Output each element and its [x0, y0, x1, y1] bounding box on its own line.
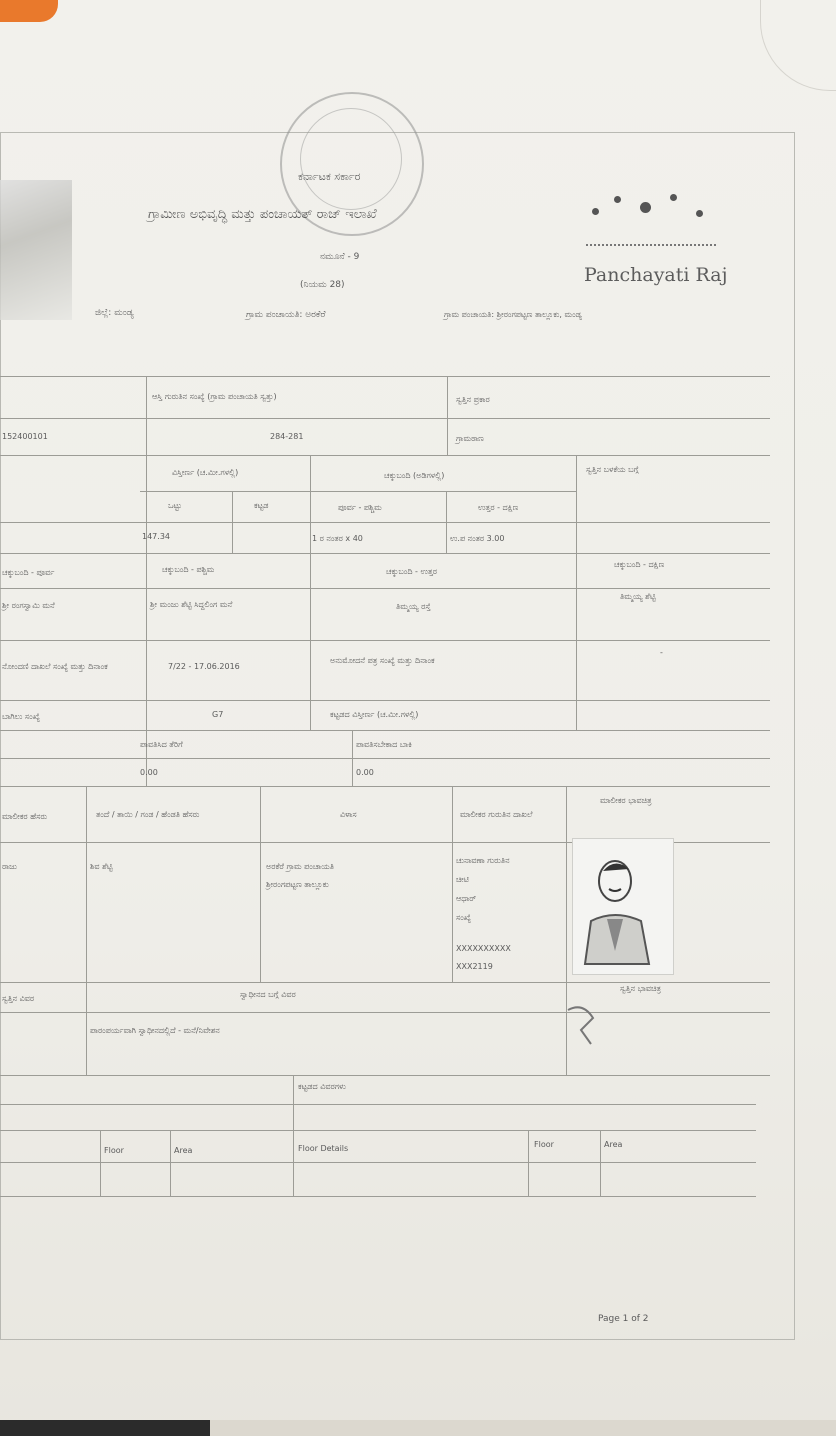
property-id-label: ಆಸ್ತಿ ಗುರುತಿನ ಸಂಖ್ಯೆ (ಗ್ರಾಮ ಪಂಚಾಯತಿ ಸ್ವತ್ತು): [152, 392, 277, 401]
owner-id-2: ಚೀಟಿ: [456, 875, 469, 884]
id-header: ಮಾಲೀಕರ ಗುರುತಿನ ದಾಖಲೆ: [460, 810, 533, 819]
owner-name-header: ಮಾಲೀಕರ ಹೆಸರು: [2, 812, 48, 821]
address-header: ವಿಳಾಸ: [340, 810, 357, 819]
floor-section-label: ಕಟ್ಟಡದ ವಿವರಗಳು: [298, 1082, 346, 1091]
sub-header-total: ಒಟ್ಟು: [168, 501, 182, 510]
property-type: ಗ್ರಾಮಠಾಣ: [456, 434, 484, 443]
due-value: 0.00: [356, 768, 374, 777]
approval-value: -: [660, 648, 663, 657]
owner-relation: ಶಿವ ಶೆಟ್ಟಿ: [90, 862, 113, 871]
panchayat: ಗ್ರಾಮ ಪಂಚಾಯತಿ: ಅರಕೆರೆ: [246, 310, 326, 320]
bound-west-value: ಶ್ರೀ ಮಂಜು ಶೆಟ್ಟಿ ಸಿದ್ದಲಿಂಗ ಮನೆ: [150, 600, 233, 609]
area-value: 147.34: [142, 532, 170, 541]
orange-tab: [0, 0, 58, 22]
area-header-right: Area: [604, 1140, 623, 1149]
page-number: Page 1 of 2: [598, 1314, 649, 1324]
door-value: G7: [212, 710, 224, 719]
owner-id-5: XXXXXXXXXX: [456, 944, 511, 953]
page-curl: [760, 0, 836, 91]
due-label: ಪಾವತಿಸಬೇಕಾದ ಬಾಕಿ: [356, 740, 412, 749]
tax-label: ಪಾವತಿಸಿದ ತೆರಿಗೆ: [140, 740, 183, 749]
owner-id-3: ಆಧಾರ್: [456, 894, 477, 903]
sub-header-ns: ಉತ್ತರ - ದಕ್ಷಿಣ: [478, 503, 519, 512]
dimension-label: ವಿಸ್ತೀರ್ಣ (ಚ.ಮೀ.ಗಳಲ್ಲಿ): [172, 468, 239, 477]
transfer-right-label: ಸ್ವತ್ತಿನ ಭಾವಚಿತ್ರ: [620, 984, 661, 993]
bound-north-value: ತಿಮ್ಮಯ್ಯ ರಸ್ತೆ: [396, 602, 431, 611]
transfer-mid-label: ಸ್ವಾಧೀನದ ಬಗ್ಗೆ ವಿವರ: [240, 990, 296, 999]
bottom-edge-light: [210, 1420, 836, 1436]
reg-label: ನೋಂದಣಿ ದಾಖಲೆ ಸಂಖ್ಯೆ ಮತ್ತು ದಿನಾಂಕ: [2, 662, 108, 671]
sub-header-building: ಕಟ್ಟಡ: [254, 501, 269, 510]
rule-ref: (ನಿಯಮ 28): [300, 280, 345, 290]
tax-value: 0.00: [140, 768, 158, 777]
logo-text: Panchayati Raj: [584, 264, 728, 286]
reg-value: 7/22 - 17.06.2016: [168, 662, 240, 671]
seal-inner: [300, 108, 402, 210]
relation-header: ತಂದೆ / ತಾಯಿ / ಗಂಡ / ಹೆಂಡತಿ ಹೆಸರು: [96, 810, 200, 819]
transfer-left-label: ಸ್ವತ್ತಿನ ವಿವರ: [2, 994, 35, 1003]
district: ಜಿಲ್ಲೆ: ಮಂಡ್ಯ: [95, 308, 134, 318]
transfer-text: ಪಾರಂಪರ್ಯವಾಗಿ ಸ್ವಾಧೀನದಲ್ಲಿದೆ - ಮನೆ/ನಿವೇಶನ: [90, 1026, 220, 1035]
east-west-value: 1 ರ ನಂತರ x 40: [312, 534, 363, 543]
floor-header-left: Floor: [104, 1146, 124, 1155]
panchayat-raj-logo: [578, 190, 728, 305]
area-header-left: Area: [174, 1146, 193, 1155]
owner-id-4: ಸಂಖ್ಯೆ: [456, 913, 472, 922]
door-label: ಬಾಗಿಲು ಸಂಖ್ಯೆ: [2, 712, 40, 721]
form-no: ನಮೂನೆ - 9: [320, 252, 360, 262]
bound-west-label: ಚಕ್ಕುಬಂದಿ - ಪಶ್ಚಿಮ: [162, 565, 215, 574]
built-label: ಕಟ್ಟಡದ ವಿಸ್ತೀರ್ಣ (ಚ.ಮೀ.ಗಳಲ್ಲಿ): [330, 710, 419, 719]
govt-title: ಕರ್ನಾಟಕ ಸರ್ಕಾರ: [298, 170, 361, 183]
usage-label: ಸ್ವತ್ತಿನ ಬಳಕೆಯ ಬಗ್ಗೆ: [586, 465, 639, 474]
bound-south-value: ತಿಮ್ಮಯ್ಯ ಶೆಟ್ಟಿ: [620, 592, 656, 601]
bound-south-label: ಚಕ್ಕುಬಂದಿ - ದಕ್ಷಿಣ: [614, 560, 665, 569]
owner-name: ರಾಜು: [2, 862, 17, 871]
north-south-value: ಉ.ಪ ನಂತರ 3.00: [450, 534, 505, 543]
property-no: 284-281: [270, 432, 304, 441]
floor-details-header: Floor Details: [298, 1144, 349, 1153]
owner-address-1: ಅರಕೆರೆ ಗ್ರಾಮ ಪಂಚಾಯತಿ: [266, 862, 334, 871]
owner-id-6: XXX2119: [456, 962, 493, 971]
bound-east-label: ಚಕ್ಕುಬಂದಿ - ಪೂರ್ವ: [2, 568, 55, 577]
emblem-image: [0, 180, 72, 320]
sketch-icon: [563, 1000, 603, 1060]
property-photo: [563, 1000, 603, 1060]
owner-type-label: ಸ್ವತ್ತಿನ ಪ್ರಕಾರ: [456, 395, 490, 404]
bound-north-label: ಚಕ್ಕುಬಂದಿ - ಉತ್ತರ: [386, 567, 438, 576]
gp-label: ಗ್ರಾಮ ಪಂಚಾಯತಿ: ಶ್ರೀರಂಗಪಟ್ಟಣ ತಾಲ್ಲೂಕು, ಮಂಡ್ಯ: [444, 310, 582, 319]
owner-id-1: ಚುನಾವಣಾ ಗುರುತಿನ: [456, 856, 510, 865]
owner-photo: [572, 838, 674, 975]
person-icon: [573, 839, 673, 974]
approval-label: ಅನುಮೋದನೆ ಪತ್ರ ಸಂಖ್ಯೆ ಮತ್ತು ದಿನಾಂಕ: [330, 656, 435, 665]
floor-header-right: Floor: [534, 1140, 554, 1149]
sub-header-ew: ಪೂರ್ವ - ಪಶ್ಚಿಮ: [338, 503, 382, 512]
owner-photo-header: ಮಾಲೀಕರ ಭಾವಚಿತ್ರ: [600, 796, 652, 805]
boundary-label: ಚಕ್ಕುಬಂದಿ (ಅಡಿಗಳಲ್ಲಿ): [384, 471, 445, 480]
owner-address-2: ಶ್ರೀರಂಗಪಟ್ಟಣ ತಾಲ್ಲೂಕು: [266, 880, 329, 889]
dept-title: ಗ್ರಾಮೀಣ ಅಭಿವೃದ್ಧಿ ಮತ್ತು ಪಂಚಾಯತ್ ರಾಜ್ ಇಲಾಖೆ: [148, 207, 377, 222]
ref-no: 152400101: [2, 432, 48, 441]
bound-east-value: ಶ್ರೀ ರಂಗಸ್ವಾಮಿ ಮನೆ: [2, 601, 55, 610]
